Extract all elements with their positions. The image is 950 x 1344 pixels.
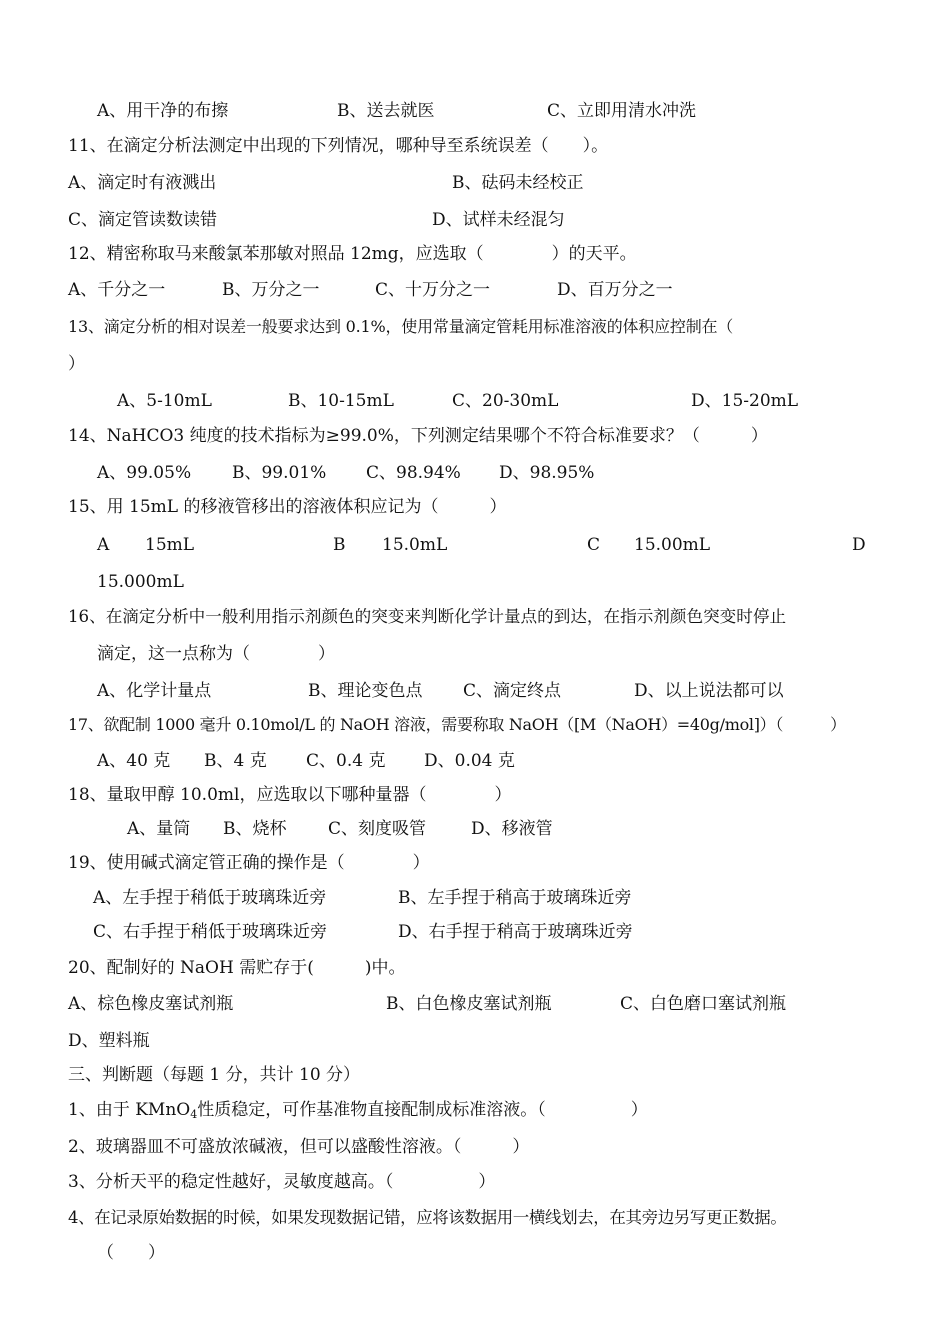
q13-option-b: B、10-15mL — [288, 391, 394, 411]
q13-option-c: C、20-30mL — [452, 391, 559, 411]
q17-option-b: B、4 克 — [204, 751, 267, 771]
q16-option-c: C、滴定终点 — [463, 681, 562, 701]
q15-option-c-value: 15.00mL — [634, 535, 711, 555]
judgement-1-subscript: 4 — [190, 1108, 198, 1121]
q14-option-b: B、99.01% — [232, 463, 327, 483]
q15-stem: 15、用 15mL 的移液管移出的溶液体积应记为（ ） — [68, 497, 507, 517]
q11-option-d: D、试样未经混匀 — [432, 210, 565, 230]
q14-option-a: A、99.05% — [97, 463, 192, 483]
q18-option-b: B、烧杯 — [223, 819, 287, 839]
q15-option-d-value: 15.000mL — [97, 572, 184, 592]
q11-option-c: C、滴定管读数读错 — [68, 210, 218, 230]
q15-option-b-value: 15.0mL — [382, 535, 448, 555]
q19-stem: 19、使用碱式滴定管正确的操作是（ ） — [68, 853, 430, 873]
q20-option-c: C、白色磨口塞试剂瓶 — [620, 994, 787, 1014]
q20-option-b: B、白色橡皮塞试剂瓶 — [386, 994, 552, 1014]
judgement-3: 3、分析天平的稳定性越好，灵敏度越高。（ ） — [68, 1172, 496, 1192]
q12-option-a: A、千分之一 — [68, 280, 166, 300]
q16-option-d: D、以上说法都可以 — [634, 681, 784, 701]
q17-stem: 17、欲配制 1000 毫升 0.10mol/L 的 NaOH 溶液，需要称取 NaOH（[M（NaOH）=40g/mol]）（ ） — [68, 715, 846, 734]
q14-option-c: C、98.94% — [366, 463, 461, 483]
q12-stem: 12、精密称取马来酸氯苯那敏对照品 12mg，应选取（ ）的天平。 — [68, 244, 637, 264]
q15-option-b-letter: B — [333, 535, 346, 555]
q11-stem: 11、在滴定分析法测定中出现的下列情况，哪种导至系统误差（ ）。 — [68, 136, 609, 156]
q11-option-a: A、滴定时有液溅出 — [68, 173, 217, 193]
q20-stem: 20、配制好的 NaOH 需贮存于( )中。 — [68, 958, 406, 978]
q10-option-b: B、送去就医 — [337, 101, 435, 121]
q18-option-a: A、量筒 — [127, 819, 191, 839]
q20-option-d: D、塑料瓶 — [68, 1031, 150, 1051]
judgement-1-post: 性质稳定，可作基准物直接配制成标准溶液。（ ） — [197, 1100, 648, 1120]
q16-option-b: B、理论变色点 — [308, 681, 423, 701]
q17-option-a: A、40 克 — [97, 751, 171, 771]
q12-option-b: B、万分之一 — [222, 280, 320, 300]
q19-option-c: C、右手捏于稍低于玻璃珠近旁 — [93, 922, 328, 942]
q19-option-a: A、左手捏于稍低于玻璃珠近旁 — [93, 888, 327, 908]
q19-option-d: D、右手捏于稍高于玻璃珠近旁 — [398, 922, 633, 942]
q12-option-d: D、百万分之一 — [557, 280, 673, 300]
q15-option-a-value: 15mL — [145, 535, 195, 555]
q16-option-a: A、化学计量点 — [97, 681, 212, 701]
q18-option-d: D、移液管 — [471, 819, 553, 839]
q20-option-a: A、棕色橡皮塞试剂瓶 — [68, 994, 234, 1014]
judgement-2: 2、玻璃器皿不可盛放浓碱液，但可以盛酸性溶液。（ ） — [68, 1137, 530, 1157]
q10-option-a: A、用干净的布擦 — [97, 101, 229, 121]
q18-option-c: C、刻度吸管 — [328, 819, 427, 839]
judgement-1 — [68, 1098, 648, 1127]
q13-stem-continued: ） — [68, 354, 85, 374]
q15-option-d-letter: D — [852, 535, 866, 555]
section-3-title: 三、判断题（每题 1 分，共计 10 分） — [68, 1065, 361, 1085]
q19-option-b: B、左手捏于稍高于玻璃珠近旁 — [398, 888, 632, 908]
q15-option-a-letter: A — [97, 535, 110, 555]
judgement-4-continued: （ ） — [97, 1243, 165, 1263]
q18-stem: 18、量取甲醇 10.0ml，应选取以下哪种量器（ ） — [68, 785, 512, 805]
q15-option-c-letter: C — [587, 535, 601, 555]
q13-stem: 13、滴定分析的相对误差一般要求达到 0.1%，使用常量滴定管耗用标准溶液的体积应控制在（ — [68, 317, 734, 336]
q16-stem: 16、在滴定分析中一般利用指示剂颜色的突变来判断化学计量点的到达，在指示剂颜色突变时停止 — [68, 607, 787, 626]
judgement-1-pre: 1、由于 KMnO — [68, 1100, 191, 1120]
q17-option-c: C、0.4 克 — [306, 751, 386, 771]
q13-option-a: A、5-10mL — [117, 391, 212, 411]
q10-option-c: C、立即用清水冲洗 — [547, 101, 697, 121]
q14-stem: 14、NaHCO3 纯度的技术指标为≥99.0%，下列测定结果哪个不符合标准要求？（ ） — [68, 426, 768, 446]
q14-option-d: D、98.95% — [499, 463, 595, 483]
q12-option-c: C、十万分之一 — [375, 280, 491, 300]
q17-option-d: D、0.04 克 — [424, 751, 515, 771]
q16-stem-continued: 滴定，这一点称为（ ） — [97, 644, 335, 664]
judgement-4: 4、在记录原始数据的时候，如果发现数据记错，应将该数据用一横线划去，在其旁边另写更正数据。 — [68, 1208, 787, 1227]
q11-option-b: B、砝码未经校正 — [452, 173, 584, 193]
q13-option-d: D、15-20mL — [691, 391, 799, 411]
